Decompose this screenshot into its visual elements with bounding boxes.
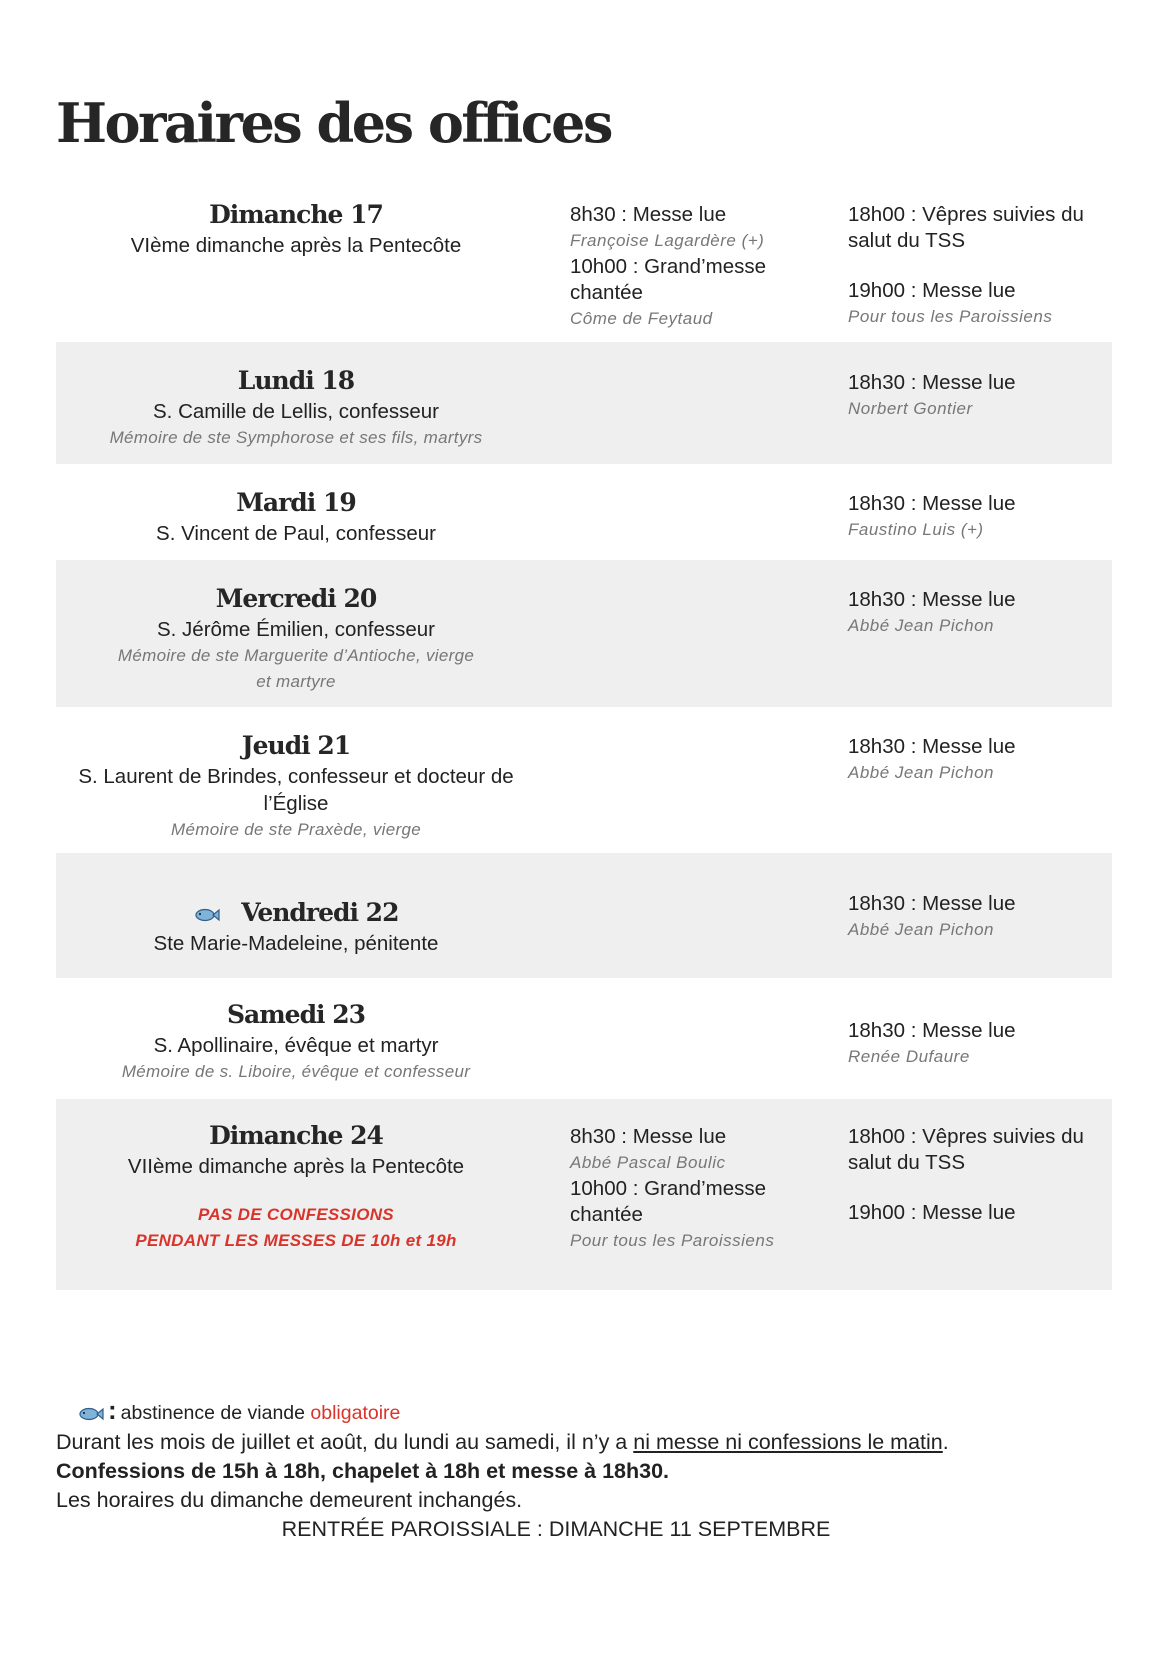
fish-icon bbox=[194, 908, 220, 922]
mass-intention: Abbé Jean Pichon bbox=[848, 616, 994, 635]
service-time: 18h30 : Messe lue bbox=[848, 588, 1016, 611]
day-row-samedi-23 bbox=[56, 978, 1112, 1099]
day-row-mardi-19 bbox=[56, 464, 1112, 560]
page-title: Horaires des offices bbox=[56, 91, 611, 155]
day-row-lundi-18 bbox=[56, 342, 1112, 464]
day-row-jeudi-21 bbox=[56, 707, 1112, 853]
saint-label: Ste Marie-Madeleine, pénitente bbox=[153, 932, 439, 955]
footer-underlined-text: ni messe ni confessions le matin bbox=[633, 1430, 943, 1454]
service-time: 18h30 : Messe lue bbox=[848, 892, 1016, 915]
service-time: 18h00 : Vêpres suivies du salut du TSS bbox=[848, 203, 1084, 252]
mass-intention: Françoise Lagardère (+) bbox=[570, 231, 765, 250]
day-name: Mardi 19 bbox=[236, 488, 356, 517]
day-name: Vendredi 22 bbox=[241, 898, 399, 927]
mass-intention: Abbé Pascal Boulic bbox=[570, 1153, 726, 1172]
day-name: Jeudi 21 bbox=[241, 731, 351, 760]
service-time: 10h00 : Grand’messe chantée bbox=[570, 255, 767, 304]
saint-label: S. Apollinaire, évêque et martyr bbox=[153, 1034, 439, 1057]
saint-label: VIème dimanche après la Pentecôte bbox=[130, 234, 462, 257]
day-row-dimanche-24 bbox=[56, 1099, 1112, 1290]
saint-label: VIIème dimanche après la Pentecôte bbox=[127, 1155, 465, 1178]
day-row-dimanche-17 bbox=[56, 196, 1112, 342]
footer-line-1 bbox=[56, 1428, 1116, 1457]
saint-label: S. Jérôme Émilien, confesseur bbox=[156, 618, 435, 641]
notice-line: PENDANT LES MESSES DE 10h et 19h bbox=[135, 1231, 457, 1250]
mass-intention: Pour tous les Paroissiens bbox=[570, 1231, 775, 1250]
saint-label: S. Camille de Lellis, confesseur bbox=[153, 400, 439, 423]
notice-line: PAS DE CONFESSIONS bbox=[198, 1205, 394, 1224]
fish-icon bbox=[78, 1407, 104, 1421]
footer-notes bbox=[56, 1395, 1116, 1544]
day-name: Lundi 18 bbox=[237, 366, 355, 395]
mass-intention: Abbé Jean Pichon bbox=[848, 763, 994, 782]
mass-intention: Norbert Gontier bbox=[848, 399, 973, 418]
service-time: 18h00 : Vêpres suivies du salut du TSS bbox=[848, 1125, 1084, 1174]
saint-label: S. Vincent de Paul, confesseur bbox=[156, 522, 436, 545]
day-heading bbox=[56, 896, 536, 930]
legend-emphasis: obligatoire bbox=[310, 1402, 401, 1424]
service-time: 19h00 : Messe lue bbox=[848, 1201, 1016, 1224]
saint-label: S. Laurent de Brindes, confesseur et docteur de l’Église bbox=[78, 765, 514, 815]
footer-text-end: . bbox=[942, 1430, 949, 1454]
legend bbox=[78, 1395, 1116, 1428]
day-name: Mercredi 20 bbox=[215, 584, 377, 613]
mass-intention: Abbé Jean Pichon bbox=[848, 920, 994, 939]
service-time: 18h30 : Messe lue bbox=[848, 735, 1016, 758]
memoire-label: Mémoire de s. Liboire, évêque et confesseur bbox=[121, 1062, 471, 1081]
day-row-mercredi-20 bbox=[56, 560, 1112, 707]
mass-intention: Renée Dufaure bbox=[848, 1047, 970, 1066]
service-time: 10h00 : Grand’messe chantée bbox=[570, 1177, 767, 1226]
legend-colon: : bbox=[108, 1395, 117, 1425]
mass-intention: Pour tous les Paroissiens bbox=[848, 307, 1053, 326]
memoire-label: Mémoire de ste Praxède, vierge bbox=[171, 820, 421, 839]
footer-line-4: RENTRÉE PAROISSIALE : DIMANCHE 11 SEPTEMBRE bbox=[281, 1517, 831, 1541]
footer-line-3: Les horaires du dimanche demeurent inchangés. bbox=[56, 1488, 523, 1512]
service-time: 18h30 : Messe lue bbox=[848, 371, 1016, 394]
day-name: Dimanche 24 bbox=[209, 1121, 383, 1150]
schedule-table bbox=[56, 196, 1112, 1290]
day-name: Samedi 23 bbox=[226, 1000, 366, 1029]
service-time: 18h30 : Messe lue bbox=[848, 1019, 1016, 1042]
day-row-vendredi-22 bbox=[56, 853, 1112, 978]
day-name: Dimanche 17 bbox=[209, 200, 383, 229]
memoire-label: Mémoire de ste Marguerite d’Antioche, vierge et martyre bbox=[117, 646, 475, 691]
mass-intention: Faustino Luis (+) bbox=[848, 520, 984, 539]
footer-text: Durant les mois de juillet et août, du lundi au samedi, il n’y a bbox=[56, 1430, 628, 1454]
service-time: 19h00 : Messe lue bbox=[848, 279, 1016, 302]
service-time: 8h30 : Messe lue bbox=[570, 203, 727, 226]
mass-intention: Côme de Feytaud bbox=[570, 309, 713, 328]
memoire-label: Mémoire de ste Symphorose et ses fils, martyrs bbox=[109, 428, 483, 447]
footer-line-2: Confessions de 15h à 18h, chapelet à 18h et messe à 18h30. bbox=[56, 1459, 670, 1483]
service-time: 8h30 : Messe lue bbox=[570, 1125, 727, 1148]
legend-text: abstinence de viande bbox=[120, 1402, 305, 1424]
service-time: 18h30 : Messe lue bbox=[848, 492, 1016, 515]
